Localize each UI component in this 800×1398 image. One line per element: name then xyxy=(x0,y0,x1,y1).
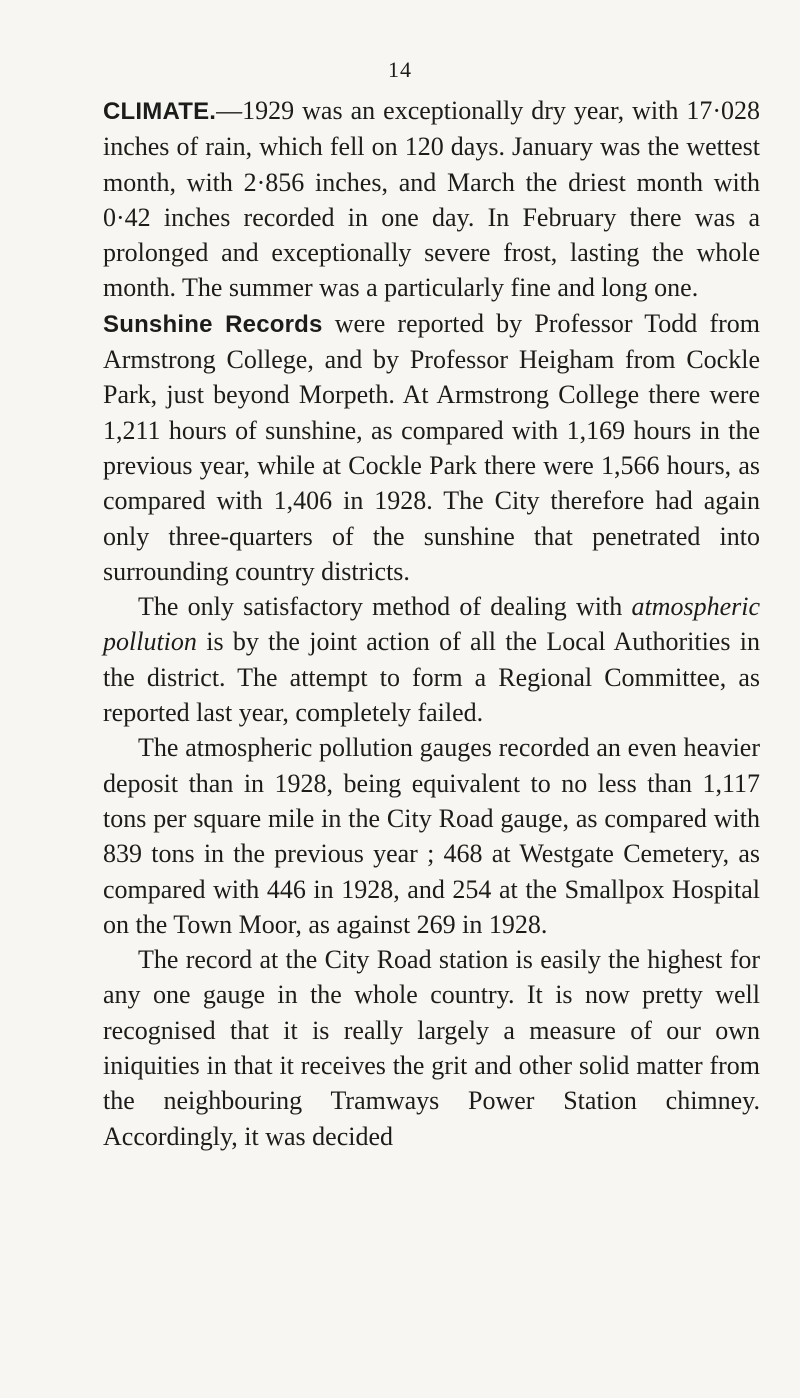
paragraph-pollution-gauges xyxy=(103,730,760,942)
paragraph-pollution-method xyxy=(103,589,760,730)
italic-atmospheric-pollution: atmospheric pollution xyxy=(103,592,760,657)
paragraph-pollution-method-post: is by the joint action of all the Local Authorities in the district. The attempt to form a Regional Committee, as reported last year, completely failed. xyxy=(103,627,760,728)
paragraph-climate xyxy=(103,93,760,306)
paragraph-pollution-method-pre: The only satisfactory method of dealing with xyxy=(138,592,632,622)
heading-climate: CLIMATE. xyxy=(103,98,217,125)
page-number: 14 xyxy=(388,57,412,82)
heading-sunshine-records: Sunshine Records xyxy=(103,310,323,338)
body-text xyxy=(103,93,760,1154)
paragraph-city-road-record xyxy=(103,942,760,1154)
paragraph-pollution-gauges-text: The atmospheric pollution gauges recorded an even heavier deposit than in 1928, being equivalent to no less than 1,117 tons per square mile in the City Road gauge, as compared with 839 tons in the previous year ; 468 at Westgate Cemetery, as compared with 446 in 1928, and 254 at the Smallpox Hospital on the Town Moor, as against 269 in 1928. xyxy=(103,733,760,939)
paragraph-sunshine xyxy=(103,306,760,589)
paragraph-city-road-record-text: The record at the City Road station is easily the highest for any one gauge in the whole country. It is now pretty well recognised that it is really largely a measure of our own iniquities in that it receives the grit and other solid matter from the neighbouring Tramways Power Station chimney. Accordingly, it was decided xyxy=(103,945,760,1151)
paragraph-sunshine-text: were reported by Professor Todd from Armstrong College, and by Professor Heigham from Cockle Park, just beyond Morpeth. At Armstrong College there were 1,211 hours of sunshine, as compared with 1,169 hours in the previous year, while at Cockle Park there were 1,566 hours, as compared with 1,406 in 1928. The City therefore had again only three-quarters of the sunshine that penetrated into surrounding country districts. xyxy=(103,308,760,586)
paragraph-climate-text: —1929 was an exceptionally dry year, with 17·028 inches of rain, which fell on 120 days. January was the wettest month, with 2·856 inches, and March the driest month with 0·42 inches recorded in one day. In February there was a prolonged and exceptionally severe frost, lasting the whole month. The summer was a particularly fine and long one. xyxy=(103,96,760,303)
